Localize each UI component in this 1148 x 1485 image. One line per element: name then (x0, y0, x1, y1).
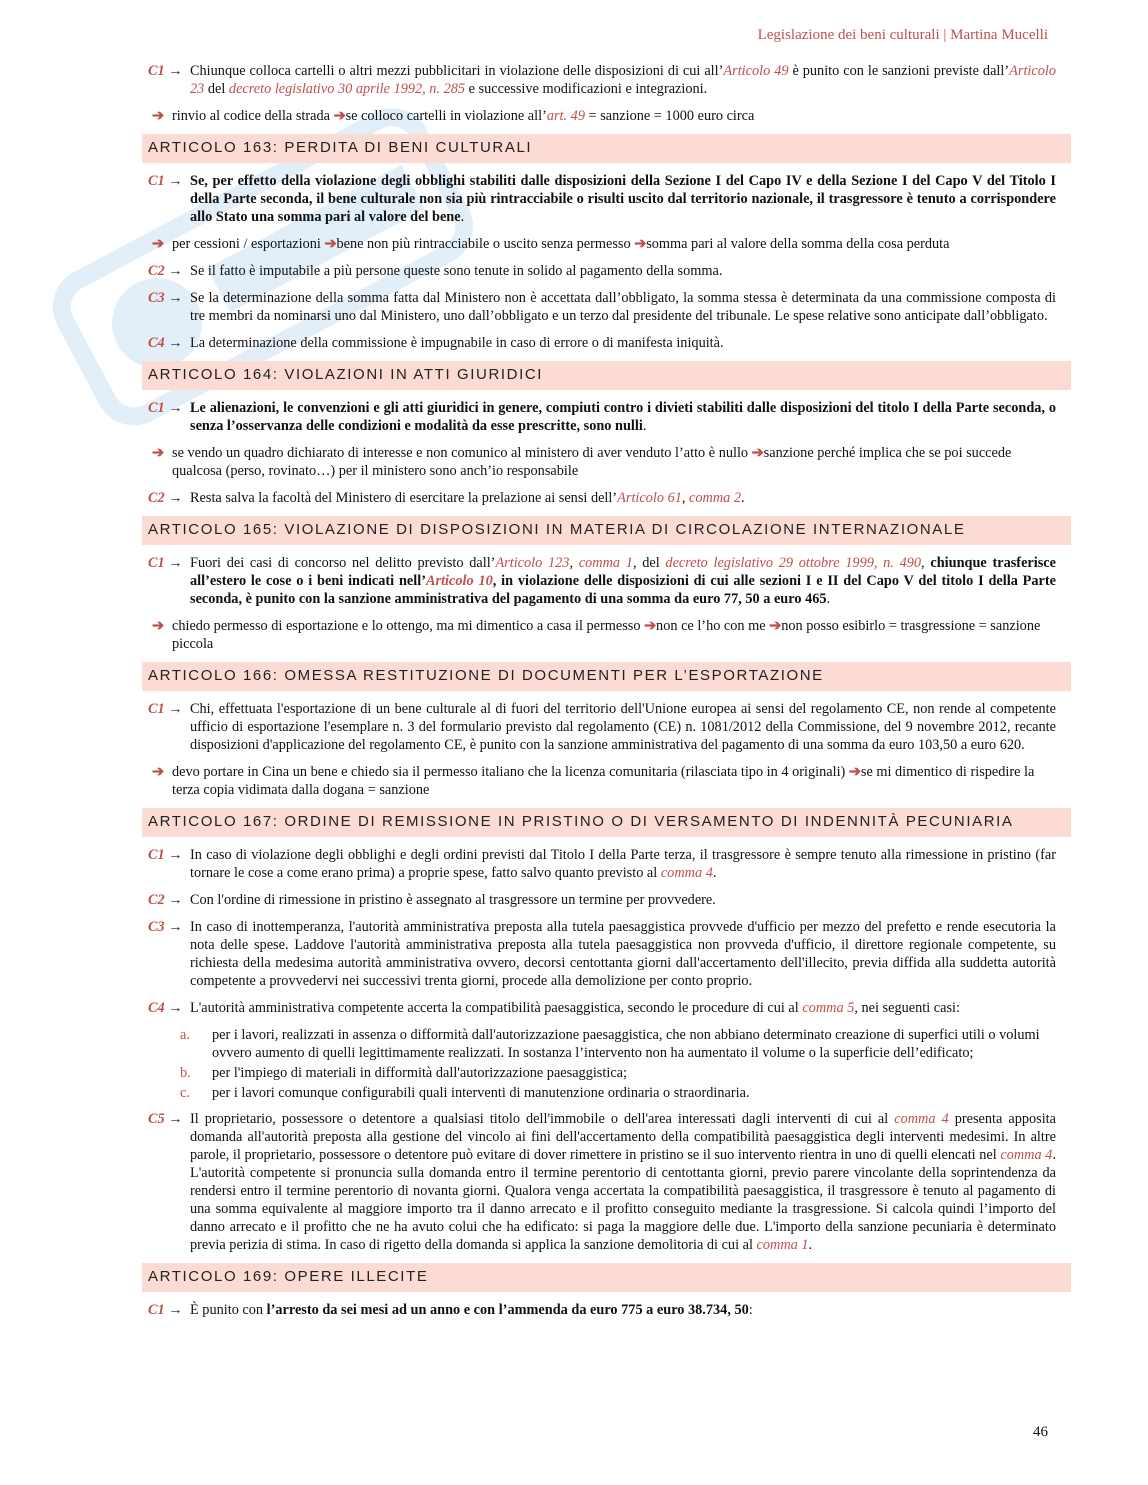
intro-note: ➔ rinvio al codice della strada ➔se colloco cartelli in violazione all’art. 49 = sanzione = 1000 euro circa (152, 108, 755, 124)
arrow-right-icon: ➔ (848, 764, 861, 780)
art165-note: ➔ chiedo permesso di esportazione e lo ottengo, ma mi dimentico a casa il permesso ➔non ce l’ho con me ➔non posso esibirlo = trasgressione = sanzione piccola (152, 618, 1041, 652)
section-heading-art167: ARTICOLO 167: ORDINE DI REMISSIONE IN PRISTINO O DI VERSAMENTO DI INDENNITÀ PECUNIARIA (142, 808, 1071, 837)
arrow-right-icon: → (168, 490, 183, 506)
comma-label: C3 (148, 290, 165, 306)
arrow-right-icon: → (168, 63, 183, 79)
list-item: a. per i lavori, realizzati in assenza o difformità dall'autorizzazione paesaggistica, che non abbiano determinato creazione di superfici utili o volumi ovvero aumento di quelli legittimamente realizzati. In sostanza l’intervento non ha aumentato il volume o la superficie dell’edificato; (180, 1027, 1040, 1061)
arrow-right-icon: ➔ (333, 108, 346, 124)
art167-c4: C4 → L'autorità amministrativa competente accerta la compatibilità paesaggistica, secondo le procedure di cui al comma 5, nei seguenti casi: (148, 1000, 960, 1016)
link-comma[interactable]: comma 2 (689, 490, 742, 506)
art164-c1: C1 → Le alienazioni, le convenzioni e gli atti giuridici in genere, compiuti contro i divieti stabiliti dalle disposizioni del titolo I della Parte seconda, o senza l’osservanza delle condizioni e modalità da esse prescritte, sono nulli. (148, 400, 1056, 434)
section-heading-art164: ARTICOLO 164: VIOLAZIONI IN ATTI GIURIDICI (142, 361, 1071, 390)
comma-label: C1 (148, 173, 165, 189)
link-decreto[interactable]: decreto legislativo 30 aprile 1992, n. 285 (228, 81, 466, 97)
art167-c5: C5 → Il proprietario, possessore o detentore a qualsiasi titolo dell'immobile o dell'area interessati dagli interventi di cui al comma 4 presenta apposita domanda all'autorità preposta alla gestione del vincolo ai fini dell'accertamento della compatibilità paesaggistica degli interventi medesimi. In altre parole, il proprietario, possessore o detentore può evitare di dover rimettere in pristino se il suo intervento rientra in uno di quelli elencati nel comma 4. L'autorità competente si pronuncia sulla domanda entro il termine perentorio di centottanta giorni, previo parere vincolante della soprintendenza da rendersi entro il termine perentorio di novanta giorni. Qualora venga accertata la compatibilità paesaggistica, il trasgressore è tenuto al pagamento di una somma equivalente al maggiore importo tra il danno arrecato e il profitto conseguito mediante la trasgressione. Si calcola quindi l’importo del danno arrecato e il profitto che ne ha avuto colui che ha edificato: si paga la maggiore delle due. L'importo della sanzione pecuniaria è determinato previa perizia di stima. In caso di rigetto della domanda si applica la sanzione demolitoria di cui al comma 1. (148, 1111, 1057, 1253)
link-articolo[interactable]: Articolo 49 (723, 63, 789, 79)
arrow-right-icon: → (168, 919, 183, 935)
arrow-right-icon: ➔ (769, 618, 782, 634)
link-articolo[interactable]: Articolo 123 (495, 555, 570, 571)
comma-label: C1 (148, 555, 165, 571)
arrow-right-icon: → (168, 173, 183, 189)
comma-label: C4 (148, 335, 165, 351)
arrow-right-icon: → (168, 1302, 183, 1318)
section-heading-art165: ARTICOLO 165: VIOLAZIONE DI DISPOSIZIONI IN MATERIA DI CIRCOLAZIONE INTERNAZIONALE (142, 516, 1071, 545)
arrow-right-icon: ➔ (152, 236, 164, 252)
link-comma[interactable]: comma 1 (756, 1237, 809, 1253)
arrow-right-icon: ➔ (751, 445, 764, 461)
arrow-right-icon: ➔ (634, 236, 647, 252)
link-articolo[interactable]: Articolo 61 (617, 490, 682, 506)
list-item: b. per l'impiego di materiali in difformità dall'autorizzazione paesaggistica; (180, 1065, 627, 1081)
arrow-right-icon: ➔ (152, 108, 164, 124)
link-decreto[interactable]: decreto legislativo 29 ottobre 1999, n. 490 (665, 555, 922, 571)
art167-c2: C2 → Con l'ordine di rimessione in pristino è assegnato al trasgressore un termine per provvedere. (148, 892, 716, 908)
link-comma[interactable]: comma 4 (1000, 1147, 1053, 1163)
arrow-right-icon: ➔ (644, 618, 657, 634)
arrow-right-icon: ➔ (324, 236, 337, 252)
link-articolo[interactable]: art. 49 (546, 108, 585, 124)
link-comma[interactable]: comma 1 (578, 555, 633, 571)
list-item: c. per i lavori comunque configurabili quali interventi di manutenzione ordinaria o straordinaria. (180, 1085, 750, 1101)
arrow-right-icon: → (168, 263, 183, 279)
link-articolo[interactable]: Articolo 23 (190, 63, 1056, 97)
section-heading-art163: ARTICOLO 163: PERDITA DI BENI CULTURALI (142, 134, 1071, 163)
art163-note: ➔ per cessioni / esportazioni ➔bene non più rintracciabile o uscito senza permesso ➔somma pari al valore della somma della cosa perduta (152, 236, 950, 252)
arrow-right-icon: → (168, 290, 183, 306)
page-number: 46 (1033, 1424, 1048, 1440)
art167-list (148, 1026, 1056, 1102)
art164-c2: C2 → Resta salva la facoltà del Ministero di esercitare la prelazione ai sensi dell’Articolo 61, comma 2. (148, 490, 745, 506)
arrow-right-icon: → (168, 1000, 183, 1016)
comma-label: C1 (148, 701, 165, 717)
link-comma[interactable]: comma 4 (660, 865, 713, 881)
comma-label: C2 (148, 263, 165, 279)
art166-c1: C1 → Chi, effettuata l'esportazione di un bene culturale al di fuori del territorio dell'Unione europea ai sensi del regolamento CE, non rende al competente ufficio di esportazione l'esemplare n. 3 del formulario previsto dal regolamento (CE) n. 1081/2012 della Commissione, del 9 novembre 2012, recante disposizioni d'applicazione del regolamento CE, è punito con la sanzione amministrativa del pagamento di una somma da euro 103,50 a euro 620. (148, 701, 1056, 753)
art166-note: ➔ devo portare in Cina un bene e chiedo sia il permesso italiano che la licenza comunitaria (rilasciata tipo in 4 originali) ➔se mi dimentico di rispedire la terza copia vidimata dalla dogana = sanzione (152, 764, 1035, 798)
section-heading-art169: ARTICOLO 169: OPERE ILLECITE (142, 1263, 1071, 1292)
page-content (148, 62, 1056, 1328)
arrow-right-icon: ➔ (152, 618, 164, 634)
arrow-right-icon: ➔ (152, 764, 164, 780)
art165-c1: C1 → Fuori dei casi di concorso nel delitto previsto dall’Articolo 123, comma 1, del decreto legislativo 29 ottobre 1999, n. 490, chiunque trasferisce all’estero le cose o i beni indicati nell’Articolo 10, in violazione delle disposizioni di cui alle sezioni I e II del Capo V del titolo I della Parte seconda, è punito con la sanzione amministrativa del pagamento di una somma da euro 77, 50 a euro 465. (148, 555, 1057, 607)
arrow-right-icon: → (168, 892, 183, 908)
arrow-right-icon: ➔ (152, 445, 164, 461)
page-header: Legislazione dei beni culturali | Martina Mucelli (757, 27, 1048, 43)
art167-c3: C3 → In caso di inottemperanza, l'autorità amministrativa preposta alla tutela paesaggistica provvede d'ufficio per mezzo del prefetto e rende esecutoria la nota delle spese. Laddove l'autorità amministrativa preposta alla tutela paesaggistica non provveda d'ufficio, il direttore regionale competente, su richiesta della medesima autorità amministrativa ovvero, decorsi centottanta giorni dall'accertamento dell'illecito, previa diffida alla suddetta autorità competente a provvedervi nei successivi trenta giorni, procede alla demolizione per conto proprio. (148, 919, 1056, 989)
art167-c1: C1 → In caso di violazione degli obblighi e degli ordini previsti dal Titolo I della Parte terza, il trasgressore è sempre tenuto alla rimessione in pristino (far tornare le cose a come erano prima) a proprie spese, fatto salvo quanto previsto al comma 4. (148, 847, 1056, 881)
comma-label: C2 (148, 892, 165, 908)
arrow-right-icon: → (168, 555, 183, 571)
comma-label: C1 (148, 847, 165, 863)
link-articolo[interactable]: Articolo 10 (425, 573, 493, 589)
art164-note: ➔ se vendo un quadro dichiarato di interesse e non comunico al ministero di aver venduto l’atto è nullo ➔sanzione perché implica che se poi succede qualcosa (perso, rovinato…) per il ministero sono anch’io responsabile (152, 445, 1012, 479)
link-comma[interactable]: comma 4 (894, 1111, 949, 1127)
comma-label: C1 (148, 400, 165, 416)
comma-label: C1 (148, 1302, 165, 1318)
comma-label: C2 (148, 490, 165, 506)
comma-label: C5 (148, 1111, 165, 1127)
arrow-right-icon: → (168, 400, 183, 416)
art163-c2: C2 → Se il fatto è imputabile a più persone queste sono tenute in solido al pagamento della somma. (148, 263, 723, 279)
comma-label: C1 (148, 63, 165, 79)
section-heading-art166: ARTICOLO 166: OMESSA RESTITUZIONE DI DOCUMENTI PER L’ESPORTAZIONE (142, 662, 1071, 691)
art163-c3: C3 → Se la determinazione della somma fatta dal Ministero non è accettata dall’obbligato, la somma stessa è determinata da una commissione composta di tre membri da nominarsi uno dal Ministero, uno dall’obbligato e un terzo dal presidente del tribunale. Le spese relative sono anticipate dall’obbligato. (148, 290, 1056, 324)
intro-c1: C1 → Chiunque colloca cartelli o altri mezzi pubblicitari in violazione delle disposizioni di cui all’Articolo 49 è punito con le sanzioni previste dall’Articolo 23 del decreto legislativo 30 aprile 1992, n. 285 e successive modificazioni e integrazioni. (148, 63, 1056, 97)
arrow-right-icon: → (168, 847, 183, 863)
art163-c4: C4 → La determinazione della commissione è impugnabile in caso di errore o di manifesta iniquità. (148, 335, 724, 351)
arrow-right-icon: → (168, 1111, 183, 1127)
art169-c1: C1 → È punito con l’arresto da sei mesi ad un anno e con l’ammenda da euro 775 a euro 38.734, 50: (148, 1302, 753, 1318)
art163-c1: C1 → Se, per effetto della violazione degli obblighi stabiliti dalle disposizioni della Sezione I del Capo IV e della Sezione I del Capo V del Titolo I della Parte seconda, il bene culturale non sia più rintracciabile o risulti uscito dal territorio nazionale, il trasgressore è tenuto a corrispondere allo Stato una somma pari al valore del bene. (148, 173, 1056, 225)
comma-label: C3 (148, 919, 165, 935)
link-comma[interactable]: comma 5 (802, 1000, 855, 1016)
comma-label: C4 (148, 1000, 165, 1016)
arrow-right-icon: → (168, 335, 183, 351)
arrow-right-icon: → (168, 701, 183, 717)
